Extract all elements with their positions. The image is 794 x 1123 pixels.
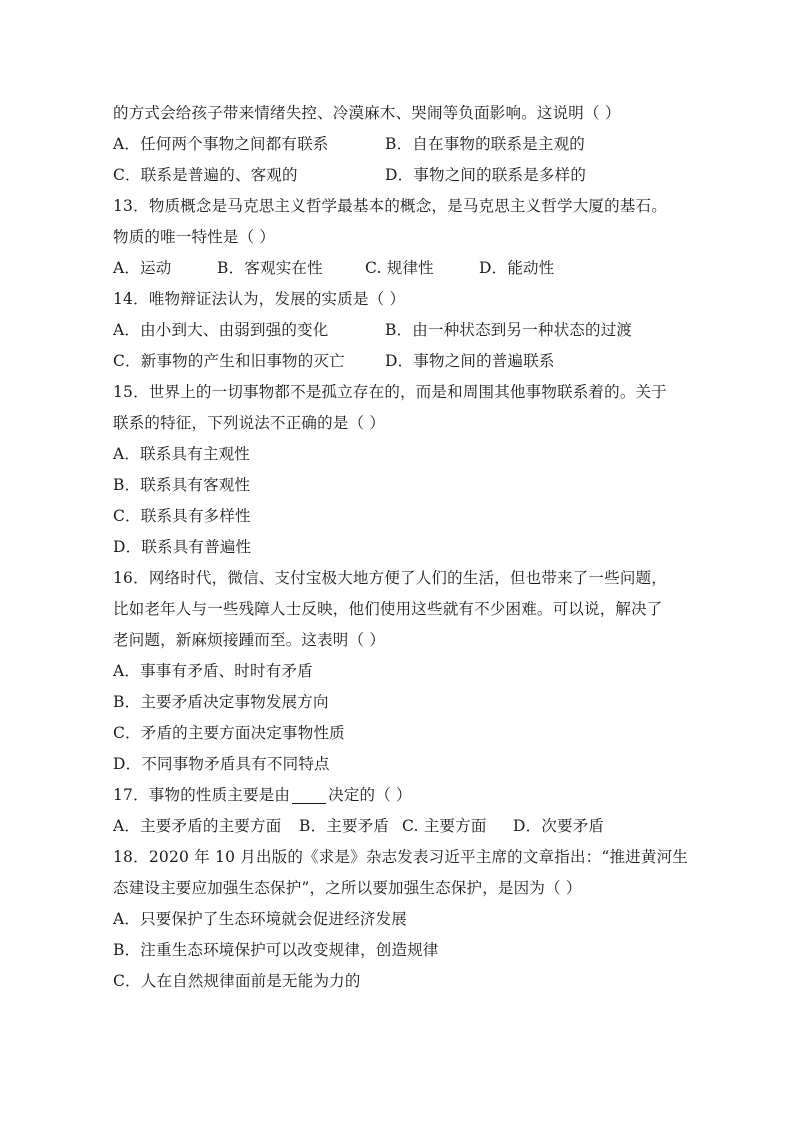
q16-stem-line2: 比如老年人与一些残障人士反映，他们使用这些就有不少困难。可以说，解决了 [113, 600, 663, 618]
q14-options-row2 [113, 346, 683, 377]
q13-stem-line2: 物质的唯一特性是（ ） [113, 228, 276, 246]
q15-stem-line2: 联系的特征，下列说法不正确的是（ ） [113, 414, 386, 432]
q12-stem: 的方式会给孩子带来情绪失控、冷漠麻木、哭闹等负面影响。这说明（ ） [113, 104, 621, 122]
q17-stem-before: 17．事物的性质主要是由 [113, 786, 291, 804]
q12-option-b[interactable]: B．自在事物的联系是主观的 [385, 135, 585, 153]
q17-fill-blank [292, 785, 326, 804]
q17-option-c[interactable]: C. 主要方面 [402, 817, 487, 835]
q17-stem [113, 780, 683, 811]
question-list [113, 98, 688, 997]
q18-option-b[interactable]: B．注重生态环境保护可以改变规律，创造规律 [113, 941, 439, 959]
q18-option-a[interactable]: A．只要保护了生态环境就会促进经济发展 [113, 910, 407, 928]
q13-option-d[interactable]: D．能动性 [479, 259, 555, 277]
q12-option-a[interactable]: A．任何两个事物之间都有联系 [113, 135, 329, 153]
q13-stem-line1: 13．物质概念是马克思主义哲学最基本的概念，是马克思主义哲学大厦的基石。 [113, 197, 667, 215]
q13-option-a[interactable]: A．运动 [113, 259, 172, 277]
q16-option-c[interactable]: C．矛盾的主要方面决定事物性质 [113, 724, 345, 742]
q17-option-a[interactable]: A．主要矛盾的主要方面 [113, 817, 282, 835]
q12-option-d[interactable]: D．事物之间的联系是多样的 [385, 166, 587, 184]
q14-option-d[interactable]: D．事物之间的普遍联系 [385, 352, 555, 370]
q14-option-c[interactable]: C．新事物的产生和旧事物的灭亡 [113, 352, 345, 370]
q12-option-c[interactable]: C．联系是普遍的、客观的 [113, 166, 298, 184]
q16-option-a[interactable]: A．事事有矛盾、时时有矛盾 [113, 662, 313, 680]
q16-option-d[interactable]: D．不同事物矛盾具有不同特点 [113, 755, 330, 773]
q17-option-b[interactable]: B．主要矛盾 [299, 817, 390, 835]
q12-options-row1 [113, 129, 683, 160]
q18-option-c[interactable]: C．人在自然规律面前是无能为力的 [113, 972, 361, 990]
q16-option-b[interactable]: B．主要矛盾决定事物发展方向 [113, 693, 329, 711]
q13-option-c[interactable]: C. 规律性 [365, 259, 434, 277]
q14-options-row1 [113, 315, 683, 346]
q15-option-d[interactable]: D．联系具有普遍性 [113, 538, 252, 556]
q16-stem-line3: 老问题，新麻烦接踵而至。这表明（ ） [113, 631, 386, 649]
q14-option-b[interactable]: B．由一种状态到另一种状态的过渡 [385, 321, 633, 339]
q15-stem-line1: 15．世界上的一切事物都不是孤立存在的，而是和周围其他事物联系着的。关于 [113, 383, 667, 401]
q18-stem-line2: 态建设主要应加强生态保护”，之所以要加强生态保护，是因为（ ） [113, 879, 582, 897]
q16-stem-line1: 16．网络时代，微信、支付宝极大地方便了人们的生活，但也带来了一些问题， [113, 569, 667, 587]
q15-option-c[interactable]: C．联系具有多样性 [113, 507, 251, 525]
q14-option-a[interactable]: A．由小到大、由弱到强的变化 [113, 321, 329, 339]
q15-option-b[interactable]: B．联系具有客观性 [113, 476, 251, 494]
q17-option-d[interactable]: D．次要矛盾 [513, 817, 605, 835]
q13-option-b[interactable]: B．客观实在性 [217, 259, 323, 277]
q17-options-row [113, 811, 683, 842]
q13-options-row [113, 253, 683, 284]
q17-stem-after: 决定的（ ） [328, 786, 412, 804]
q14-stem: 14．唯物辩证法认为，发展的实质是（ ） [113, 290, 406, 308]
q18-stem-line1: 18．2020 年 10 月出版的《求是》杂志发表习近平主席的文章指出：“推进黄河生 [113, 848, 688, 866]
q15-option-a[interactable]: A．联系具有主观性 [113, 445, 250, 463]
q12-options-row2 [113, 160, 683, 191]
